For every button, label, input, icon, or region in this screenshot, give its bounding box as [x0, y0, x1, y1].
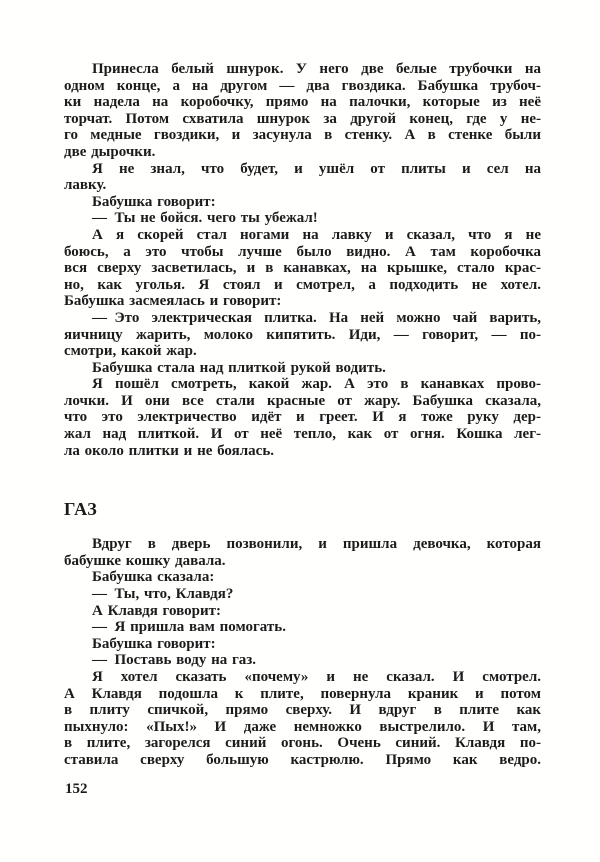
page-number: 152	[65, 781, 88, 797]
paragraph	[64, 360, 541, 377]
text-line: А я скорей стал ногами на лавку и сказал, что я не	[92, 226, 541, 243]
text-line: торчат. Потом схватила шнурок за другой конец, где у не-	[64, 110, 541, 127]
text-line: — Поставь воду на газ.	[92, 652, 257, 669]
paragraph	[64, 652, 541, 669]
paragraph	[64, 210, 541, 227]
paragraph	[64, 669, 541, 769]
paragraph	[64, 61, 541, 161]
text-line: боюсь, а это чтобы лучше было видно. А там коробочка	[64, 243, 541, 260]
text-line: что это электричество идёт и греет. И я тоже руку дер-	[64, 409, 541, 426]
paragraph	[64, 310, 541, 360]
text-line: две дырочки.	[64, 143, 156, 160]
text-line: Я хотел сказать «почему» и не сказал. И смотрел.	[92, 669, 541, 685]
paragraph	[64, 603, 541, 620]
paragraph	[64, 569, 541, 586]
text-line: — Ты, что, Клавдя?	[92, 586, 234, 603]
text-line: Бабушка говорит:	[92, 193, 216, 210]
text-line: — Я пришла вам помогать.	[92, 619, 286, 636]
text-section	[64, 61, 541, 459]
text-line: лочки. И они все стали красные от жару. Бабушка сказала,	[64, 392, 541, 409]
text-line: А Клавдя говорит:	[92, 602, 221, 619]
paragraph	[64, 227, 541, 310]
text-line: Бабушка говорит:	[92, 635, 216, 652]
text-line: ки надела на коробочку, прямо на палочки, которые из неё	[64, 94, 541, 111]
paragraph	[64, 536, 541, 569]
paragraph	[64, 586, 541, 603]
text-line: — Это электрическая плитка. На ней можно чай варить,	[92, 309, 541, 326]
text-line: А Клавдя подошла к плите, повернула краник и потом	[64, 685, 541, 702]
section-heading: ГАЗ	[64, 499, 98, 520]
text-line: в плите, загорелся синий огонь. Очень синий. Клавдя по-	[64, 735, 541, 752]
text-line: лавку.	[64, 177, 107, 194]
text-line: смотри, какой жар.	[64, 343, 197, 360]
text-line: жал над плиткой. И от неё тепло, как от огня. Кошка лег-	[64, 426, 541, 443]
text-line: Я пошёл смотреть, какой жар. А это в канавках прово-	[92, 376, 541, 393]
paragraph	[64, 636, 541, 653]
text-section	[64, 499, 541, 768]
text-line: одном конце, а на другом — два гвоздика. Бабушка трубоч-	[64, 77, 541, 94]
text-line: ставила сверху большую кастрюлю. Прямо как ведро.	[64, 751, 541, 768]
paragraph	[64, 376, 541, 459]
text-line: в плиту спичкой, прямо сверху. И вдруг в плите как	[64, 702, 541, 719]
text-line: Вдруг в дверь позвонили, и пришла девочка, которая	[92, 536, 541, 553]
text-line: пыхнуло: «Пых!» И даже немножко выстрелило. И там,	[64, 718, 541, 735]
page-body	[64, 61, 541, 769]
text-line: Бабушка засмеялась и говорит:	[64, 293, 282, 310]
text-line: яичницу жарить, молоко кипятить. Иди, — говорит, — по-	[64, 326, 541, 343]
text-line: но, как уголья. Я стоял и смотрел, а подходить не хотел.	[64, 276, 541, 293]
paragraph	[64, 194, 541, 211]
text-line: Бабушка сказала:	[92, 569, 215, 586]
paragraph	[64, 619, 541, 636]
text-line: вся сверху засветилась, и в канавках, на крышке, стало крас-	[64, 260, 541, 277]
text-line: го медные гвоздики, и засунула в стенку. А в стенке были	[64, 127, 541, 144]
paragraph	[64, 161, 541, 194]
text-line: Я не знал, что будет, и ушёл от плиты и сел на	[92, 160, 541, 177]
text-line: Принесла белый шнурок. У него две белые трубочки на	[92, 61, 541, 77]
text-line: ла около плитки и не боялась.	[64, 442, 275, 459]
text-line: бабушке кошку давала.	[64, 552, 226, 569]
text-line: Бабушка стала над плиткой рукой водить.	[92, 359, 386, 376]
text-line: — Ты не бойся. чего ты убежал!	[92, 210, 318, 227]
